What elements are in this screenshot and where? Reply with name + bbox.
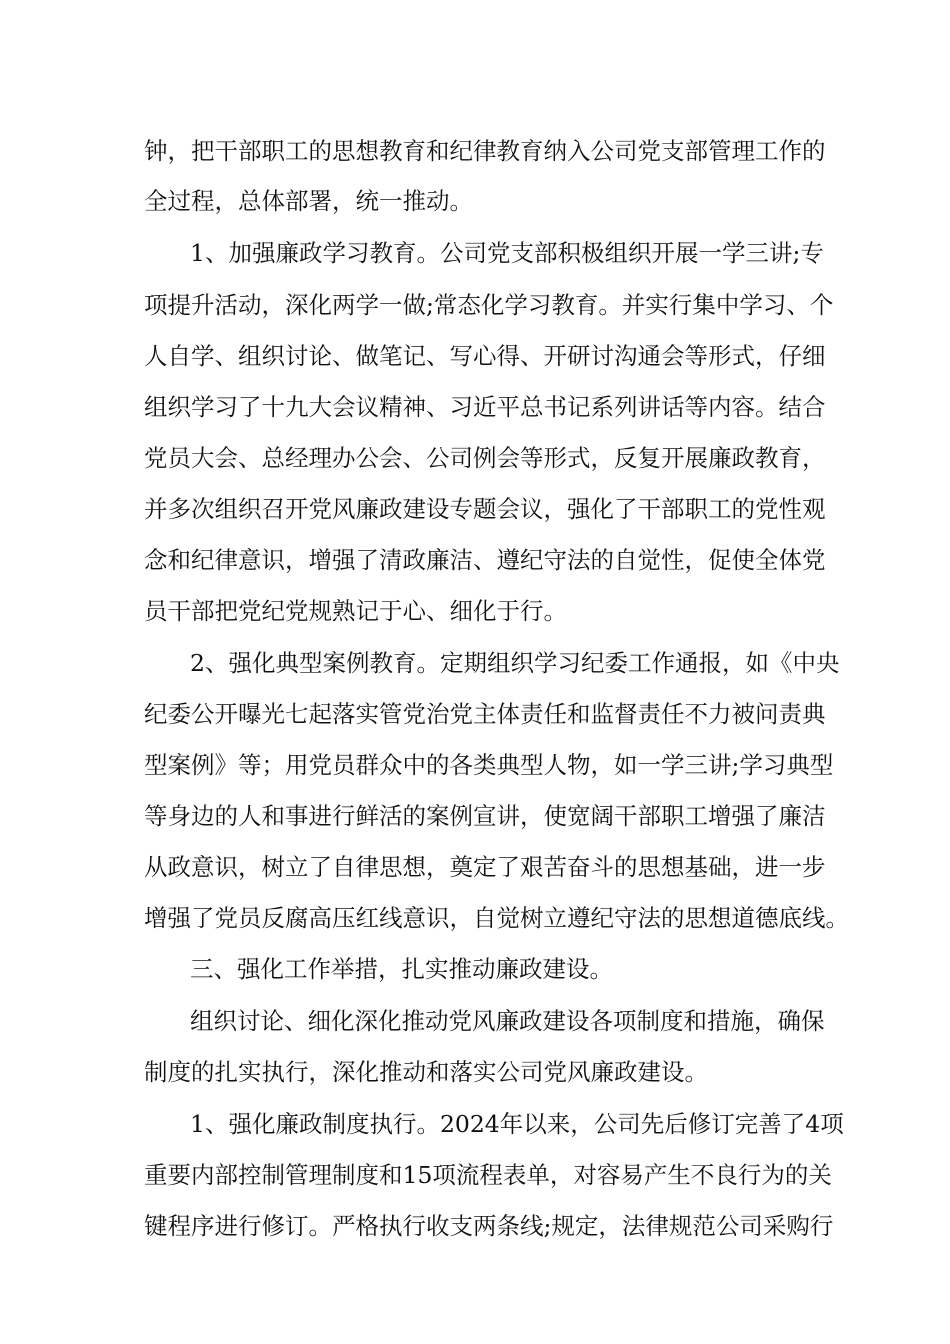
text-line: 全过程，总体部署，统一推动。	[144, 187, 473, 215]
text-line: 党员大会、总经理办公会、公司例会等形式，反复开展廉政教育，	[144, 444, 826, 472]
text-line: 纪委公开曝光七起落实管党治党主体责任和监督责任不力被问责典	[144, 700, 826, 728]
text-line: 钟，把干部职工的思想教育和纪律教育纳入公司党支部管理工作的	[144, 137, 826, 165]
paragraph-start-line: 组织讨论、细化深化推动党风廉政建设各项制度和措施，确保	[190, 1007, 825, 1035]
text-line: 键程序进行修订。严格执行收支两条线;规定，法律规范公司采购行	[144, 1212, 834, 1240]
paragraph-start-line: 1、强化廉政制度执行。2024年以来，公司先后修订完善了4项	[190, 1110, 844, 1138]
text-line: 制度的扎实执行，深化推动和落实公司党风廉政建设。	[144, 1058, 708, 1086]
text-line: 组织学习了十九大会议精神、习近平总书记系列讲话等内容。结合	[144, 393, 826, 421]
text-line: 人自学、组织讨论、做笔记、写心得、开研讨沟通会等形式，仔细	[144, 342, 826, 370]
section-heading: 三、强化工作举措，扎实推动廉政建设。	[190, 955, 613, 983]
text-line: 念和纪律意识，增强了清政廉洁、遵纪守法的自觉性，促使全体党	[144, 546, 826, 574]
text-line: 型案例》等；用党员群众中的各类典型人物，如一学三讲;学习典型	[144, 751, 834, 779]
text-line: 重要内部控制管理制度和15项流程表单，对容易产生不良行为的关	[144, 1161, 832, 1189]
text-line: 增强了党员反腐高压红线意识，自觉树立遵纪守法的思想道德底线。	[144, 904, 849, 932]
text-line: 项提升活动，深化两学一做;常态化学习教育。并实行集中学习、个	[144, 291, 834, 319]
text-line: 等身边的人和事进行鲜活的案例宣讲，使宽阔干部职工增强了廉洁	[144, 802, 826, 830]
text-line: 并多次组织召开党风廉政建设专题会议，强化了干部职工的党性观	[144, 495, 826, 523]
text-line: 从政意识，树立了自律思想，奠定了艰苦奋斗的思想基础，进一步	[144, 853, 826, 881]
text-line: 员干部把党纪党规熟记于心、细化于行。	[144, 597, 567, 625]
paragraph-start-line: 2、强化典型案例教育。定期组织学习纪委工作通报，如《中央	[190, 649, 840, 677]
paragraph-start-line: 1、加强廉政学习教育。公司党支部积极组织开展一学三讲;专	[190, 239, 824, 267]
